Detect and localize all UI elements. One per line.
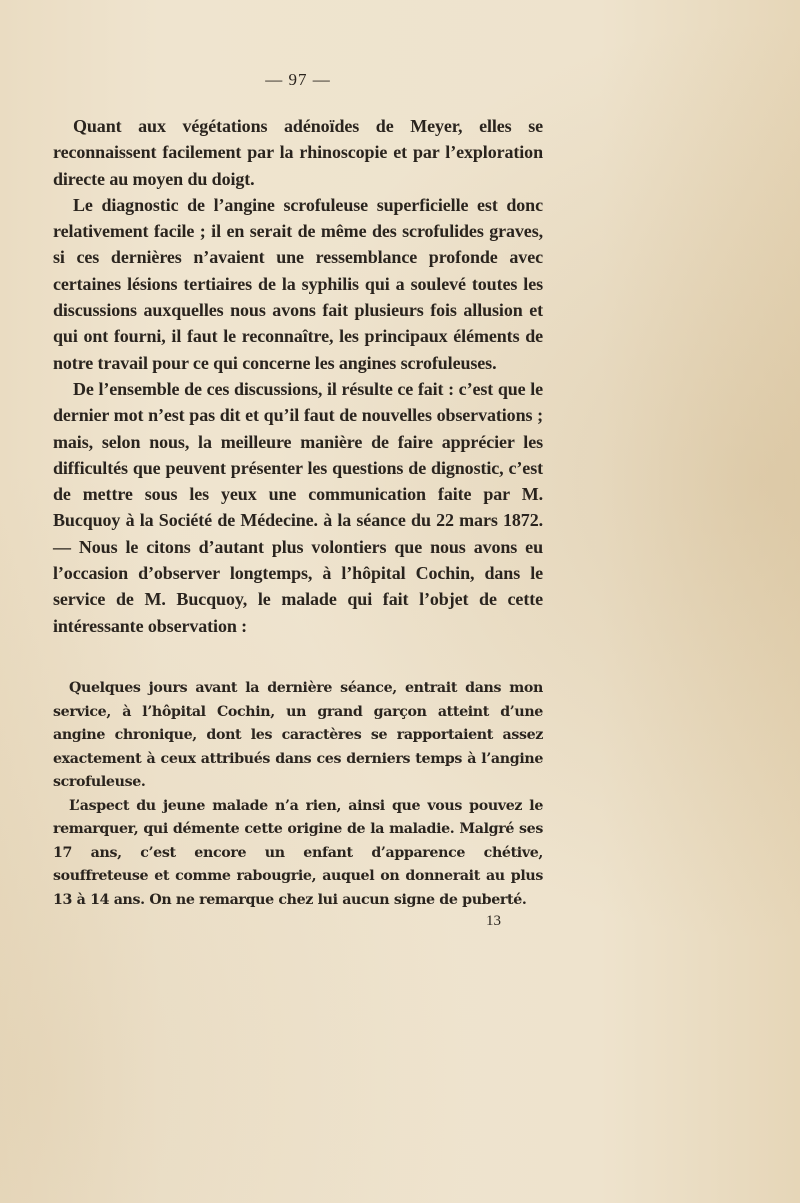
page-number: — 97 — bbox=[265, 70, 331, 89]
paragraph-2: Le diagnostic de l’angine scrofuleuse superficielle est donc relativement facile ; il en serait de même des scrofulides graves, si ces dernières n’avaient une ressemblance profonde avec certaines lésions tertiaires de la syphilis qui a soulevé toutes les discussions auxquelles nous avons fait plusieurs fois allusion et qui ont fourni, il faut le reconnaître, les principaux éléments de notre travail pour ce qui concerne les angines scrofuleuses. bbox=[53, 194, 543, 373]
quote-paragraph-2: L’aspect du jeune malade n’a rien, ainsi que vous pouvez le remarquer, qui démente cette origine de la maladie. Malgré ses 17 ans, c’est encore un enfant d’apparence chétive, souffreteuse et comme rabougrie, auquel on donnerait au plus 13 à 14 ans. On ne remarque chez lui aucun signe de puberté. bbox=[53, 797, 543, 908]
quoted-observation bbox=[53, 677, 543, 912]
signature-mark: 13 bbox=[486, 913, 501, 929]
quote-paragraph-1: Quelques jours avant la dernière séance, entrait dans mon service, à l’hôpital Cochin, un grand garçon atteint d’une angine chronique, dont les caractères se rapportaient assez exactement à ceux attribués dans ces derniers temps à l’angine scrofuleuse. bbox=[53, 680, 543, 790]
main-text bbox=[53, 113, 543, 639]
paragraph-1: Quant aux végétations adénoïdes de Meyer, elles se reconnaissent facilement par la rhinoscopie et par l’exploration directe au moyen du doigt. bbox=[53, 116, 543, 189]
paragraph-3: De l’ensemble de ces discussions, il résulte ce fait : c’est que le dernier mot n’est pas dit et qu’il faut de nouvelles observations ; mais, selon nous, la meilleure manière de faire apprécier les difficultés que peuvent présenter les questions de dignostic, c’est de mettre sous les yeux une communication faite par M. Bucquoy à la Société de Médecine. à la séance du 22 mars 1872. — Nous le citons d’autant plus volontiers que nous avons eu l’occasion d’observer longtemps, à l’hôpital Cochin, dans le service de M. Bucquoy, le malade qui fait l’objet de cette intéressante observation : bbox=[53, 378, 543, 636]
